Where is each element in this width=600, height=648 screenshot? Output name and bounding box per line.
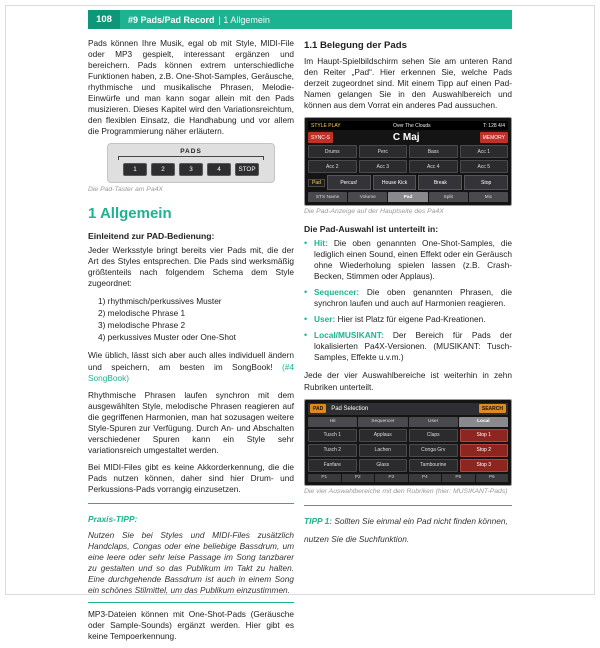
bullet-sequencer [304, 287, 512, 309]
pad-name-cell: House Kick [373, 175, 417, 190]
subheading-pad-auswahl: Die Pad-Auswahl ist unterteilt in: [304, 224, 439, 235]
page-tab-row [308, 474, 508, 482]
pad-item: Tusch 1 [308, 429, 357, 442]
screen-style-name: Over The Clouds [392, 122, 431, 129]
page-tab: P2 [342, 474, 375, 482]
list-item-2: 2) melodische Phrase 1 [98, 308, 186, 319]
pad-button-stop: STOP [235, 163, 259, 176]
track-cell: Drums [308, 145, 357, 158]
right-column [304, 40, 512, 547]
page-tab: P1 [308, 474, 341, 482]
bullet-user-label: User: [314, 314, 336, 325]
bullet-hit-text: Die oben genannten One-Shot-Samples, die lediglich einen Sound, einen Effekt oder ein Geräusch ohne Wiederholung spielen lassen (z.B. Crash-Becken, Stimmen oder Applaus). [314, 238, 512, 282]
pad-panel-label: Pad [308, 179, 325, 187]
pad-button-3: 3 [179, 163, 203, 176]
screenshot1-caption: Die Pad-Anzeige auf der Hauptseite des Pa4X [304, 208, 444, 216]
page-tab: P3 [375, 474, 408, 482]
bank-tab-hit: Hit [308, 417, 357, 427]
tipp1-block [304, 505, 512, 547]
pad-button-1: 1 [123, 163, 147, 176]
praxis-tipp-label: Praxis-TIPP: [88, 513, 138, 524]
track-cell: Bass [409, 145, 458, 158]
section-title-header: | 1 Allgemein [218, 14, 270, 25]
screenshot-pad-selection [304, 399, 512, 486]
search-badge: SEARCH [479, 404, 506, 413]
list-item-3: 3) melodische Phrase 2 [98, 320, 186, 331]
section-heading: 1 Allgemein [88, 205, 172, 223]
praxis-tipp-text: Nutzen Sie bei Styles und MIDI-Files zusätzlich Handclaps, Congas oder eine beliebige Bassdrum, um eine leere oder sehr leise Passage im Song tanzbarer zu gestalten und so das Publikum im Takt zu halten. Eine durchgehende Bassdrum ist auch in einem Song ein schönes Stilmittel, um das Publikum einzustimmen. [88, 529, 294, 595]
screen-tab: Split [429, 192, 468, 202]
page-header [88, 10, 512, 29]
chord-display: C Maj [392, 132, 420, 144]
page-tab: P6 [476, 474, 509, 482]
track-cell: Perc [359, 145, 408, 158]
memory-badge: MEMORY [480, 132, 508, 143]
bullet-hit [304, 238, 512, 282]
pad-scheme-list [98, 295, 294, 343]
pad-panel-row [308, 175, 508, 190]
bank-tab-row [308, 417, 508, 427]
bullet-local-text: Der Bereich für Pads der lokalisierten Pa4X-Versionen. (MUSIKANT: Tusch-Samples, Effekte u.v.m.) [314, 330, 512, 363]
chapter-title-bar [120, 10, 512, 29]
chapter-title: #9 Pads/Pad Record [128, 14, 215, 25]
screenshot-main-page [304, 117, 512, 206]
screen-tab-row [308, 192, 508, 202]
list-item-1: 1) rhythmisch/perkussives Muster [98, 296, 222, 307]
pad-name-cell: Stop [464, 175, 508, 190]
pad-select-title-bar [308, 403, 508, 415]
bank-tab-user: User [409, 417, 458, 427]
list-item-4: 4) perkussives Muster oder One-Shot [98, 332, 236, 343]
pad-item: Claps [409, 429, 458, 442]
bullet-local [304, 330, 512, 363]
paragraph-belegung: Im Haupt-Spielbildschirm sehen Sie am unteren Rand den Reiter „Pad“. Hier erkennen Sie, welche Pads derzeit zugeordnet sind. Mit einem Tipp auf einen Pad-Namen gelangen Sie in den Auswahlbereich und können aus dem Vorrat ein anderes Pad aussuchen. [304, 56, 512, 111]
page-tab: P5 [442, 474, 475, 482]
bullet-local-label: Local/MUSIKANT: [314, 330, 384, 341]
pads-figure-label: PADS [180, 148, 202, 156]
pad-name-cell: Percus! [327, 175, 371, 190]
bullet-sequencer-label: Sequencer: [314, 287, 360, 298]
pad-item-selected: Stop 2 [460, 444, 509, 457]
pad-item-grid [308, 429, 508, 472]
track-cell: Acc 3 [359, 160, 408, 173]
pad-item-selected: Stop 1 [460, 429, 509, 442]
tipp1-text: Sollten Sie einmal ein Pad nicht finden können, nutzen Sie die Suchfunktion. [304, 515, 508, 544]
bullet-user [304, 314, 512, 325]
pad-button-2: 2 [151, 163, 175, 176]
paragraph-rubriken: Jede der vier Auswahlbereiche ist weiterhin in zehn Rubriken unterteilt. [304, 370, 512, 392]
page-tab: P4 [409, 474, 442, 482]
paragraph-mp3: MP3-Dateien können mit One-Shot-Pads (Geräusche oder Sample-Sounds) ergänzt werden. Hier gibt es keine Tempoerkennung. [88, 609, 294, 642]
screen-tab: Mic [469, 192, 508, 202]
track-cell: Acc 1 [460, 145, 509, 158]
track-cell: Acc 2 [308, 160, 357, 173]
screen-tab: Volume [348, 192, 387, 202]
tipp1-label: TIPP 1: [304, 515, 333, 526]
pads-bracket [118, 156, 264, 160]
bank-tab-local: Local [459, 417, 508, 427]
songbook-link[interactable]: (#4 SongBook) [88, 361, 295, 383]
paragraph-werksstyle: Jeder Werksstyle bringt bereits vier Pads mit, die der Art des Styles entsprechen. Die Pads sind werksmäßig größtenteils nach folgendem Schema dem Style zugeordnet: [88, 245, 294, 289]
pad-item: Conga Grv [409, 444, 458, 457]
left-column [88, 38, 294, 648]
page-number: 108 [88, 10, 120, 29]
pad-item: Applaus [359, 429, 408, 442]
praxis-tipp-block [88, 503, 294, 603]
subheading-pad-bedienung: Einleitend zur PAD-Bedienung: [88, 231, 215, 242]
bullet-hit-label: Hit: [314, 238, 328, 249]
pad-name-cell: Break [418, 175, 462, 190]
intro-paragraph: Pads können Ihre Musik, egal ob mit Style, MIDI-File oder MP3 gespielt, interessant ergänzen und bereichern. Pads können extrem unterschiedliche Funktionen haben, z.B. One-Shot-Samples, Geräusche, rhythmische und musikalische Phrasen, Melodie-Einwürfe und man kann sogar allein mit den Pads musizieren. Dieses Kapitel wird den Variationsreichtum, den flexiblen Einsatz, die Handhabung und vor allem die Programmierung näher erläutern. [88, 38, 294, 137]
screenshot2-caption: Die vier Auswahlbereiche mit den Rubriken (hier: MUSIKANT-Pads) [304, 487, 508, 495]
pads-figure-caption: Die Pad-Taster am Pa4X [88, 186, 163, 194]
pad-item: Fanfare [308, 459, 357, 472]
screen-top-bar [308, 121, 508, 130]
pad-item-selected: Stop 3 [460, 459, 509, 472]
pad-item: Tusch 2 [308, 444, 357, 457]
pad-item: Tambourine [409, 459, 458, 472]
pad-badge: PAD [310, 404, 326, 413]
screen-mode-label: STYLE PLAY [311, 122, 341, 129]
pad-select-title: Pad Selection [331, 405, 369, 412]
sync-badge: SYNC-S [308, 132, 333, 143]
pad-button-4: 4 [207, 163, 231, 176]
screen-chord-row [308, 132, 508, 143]
pads-button-row [116, 163, 266, 176]
track-grid [308, 145, 508, 173]
bank-tab-sequencer: Sequencer [358, 417, 407, 427]
screen-tab-pad: Pad [388, 192, 427, 202]
paragraph-phrasen: Rhythmische Phrasen laufen synchron mit dem ausgewählten Style, melodische Phrasen reagieren auf die gegriffenen Harmonien, man hat sozusagen weitere Style-Spuren zur Verfügung. Durch An- und Abschalten verschiedener Spuren kann ein Style sehr variationsreich umgestaltet werden. [88, 389, 294, 455]
bullet-sequencer-text: Die oben genannten Phrasen, die synchron laufen und auch auf Harmonien reagieren. [314, 287, 512, 309]
paragraph-songbook [88, 350, 294, 383]
track-cell: Acc 5 [460, 160, 509, 173]
pad-item: Glass [359, 459, 408, 472]
heading-belegung: 1.1 Belegung der Pads [304, 40, 407, 51]
pads-figure [107, 143, 275, 183]
bullet-user-text: Hier ist Platz für eigene Pad-Kreationen. [335, 314, 486, 325]
pad-item: Lachen [359, 444, 408, 457]
paragraph-songbook-text: Wie üblich, lässt sich aber auch alles individuell ändern und speichern, am besten im SongBook! [88, 350, 294, 372]
paragraph-midi: Bei MIDI-Files gibt es keine Akkorderkennung, die die Pads nutzen können, daher sind hier Drum- und Perkussions-Pads vorrangig einzusetzen. [88, 461, 294, 494]
screen-tab: STS Name [308, 192, 347, 202]
screen-tempo-meter: T: 128 4/4 [483, 122, 505, 129]
track-cell: Acc 4 [409, 160, 458, 173]
